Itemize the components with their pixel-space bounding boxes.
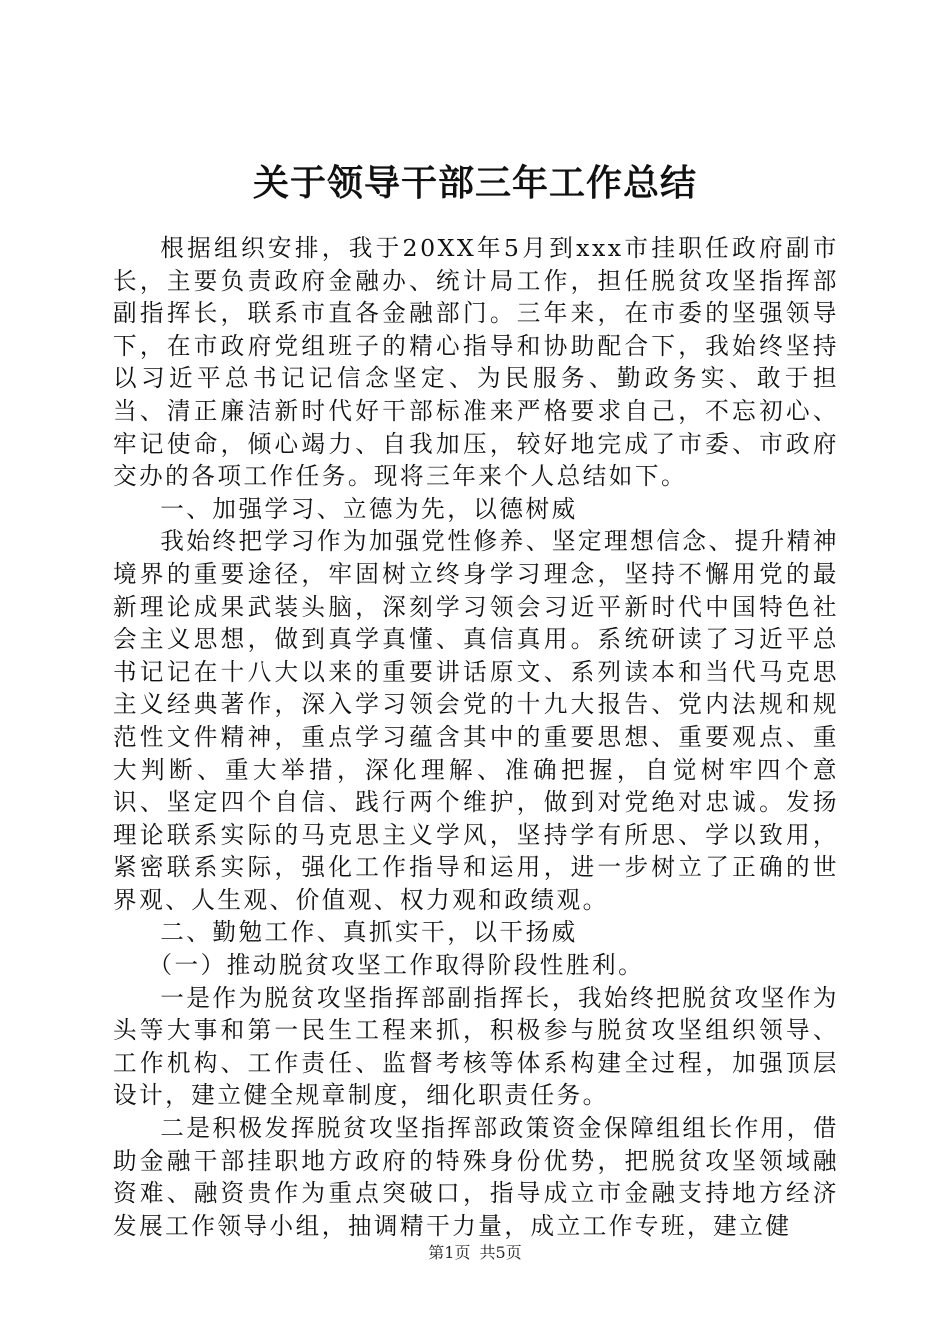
paragraph-study: 我始终把学习作为加强党性修养、坚定理想信念、提升精神境界的重要途径，牢固树立终身学习理念，坚持不懈用党的最新理论成果武装头脑，深刻学习领会习近平新时代中国特色社会主义思想，做到真学真懂、真信真用。系统研读了习近平总书记记在十八大以来的重要讲话原文、系列读本和当代马克思主义经典著作，深入学习领会党的十九大报告、党内法规和规范性文件精神，重点学习蕴含其中的重要思想、重要观点、重大判断、重大举措，深化理解、准确把握，自觉树牢四个意识、坚定四个自信、践行两个维护，做到对党绝对忠诚。发扬理论联系实际的马克思主义学风，坚持学有所思、学以致用，紧密联系实际，强化工作指导和运用，进一步树立了正确的世界观、人生观、价值观、权力观和政绩观。 bbox=[113, 527, 839, 914]
document-body bbox=[113, 232, 839, 1242]
paragraph-point-2: 二是积极发挥脱贫攻坚指挥部政策资金保障组组长作用，借助金融干部挂职地方政府的特殊身份优势，把脱贫攻坚领域融资难、融资贵作为重点突破口，指导成立市金融支持地方经济发展工作领导小组，抽调精干力量，成立工作专班，建立健 bbox=[113, 1114, 839, 1240]
page-number: 第1页 共5页 bbox=[428, 1243, 522, 1262]
paragraph-point-1: 一是作为脱贫攻坚指挥部副指挥长，我始终把脱贫攻坚作为头等大事和第一民生工程来抓，积极参与脱贫攻坚组织领导、工作机构、工作责任、监督考核等体系构建全过程，加强顶层设计，建立健全规章制度，细化职责任务。 bbox=[113, 983, 839, 1110]
document-title: 关于领导干部三年工作总结 bbox=[252, 162, 697, 204]
section-heading-1: 一、加强学习、立德为先，以德树威 bbox=[160, 494, 578, 523]
subsection-heading-1: （一）推动脱贫攻坚工作取得阶段性胜利。 bbox=[148, 951, 645, 980]
section-heading-2: 二、勤勉工作、真抓实干，以干扬威 bbox=[160, 918, 578, 947]
paragraph-intro: 根据组织安排，我于20XX年5月到xxx市挂职任政府副市长，主要负责政府金融办、统计局工作，担任脱贫攻坚指挥部副指挥长，联系市直各金融部门。三年来，在市委的坚强领导下，在市政府党组班子的精心指导和协助配合下，我始终坚持以习近平总书记记信念坚定、为民服务、勤政务实、敢于担当、清正廉洁新时代好干部标准来严格要求自己，不忘初心、牢记使命，倾心竭力、自我加压，较好地完成了市委、市政府交办的各项工作任务。现将三年来个人总结如下。 bbox=[113, 234, 839, 491]
